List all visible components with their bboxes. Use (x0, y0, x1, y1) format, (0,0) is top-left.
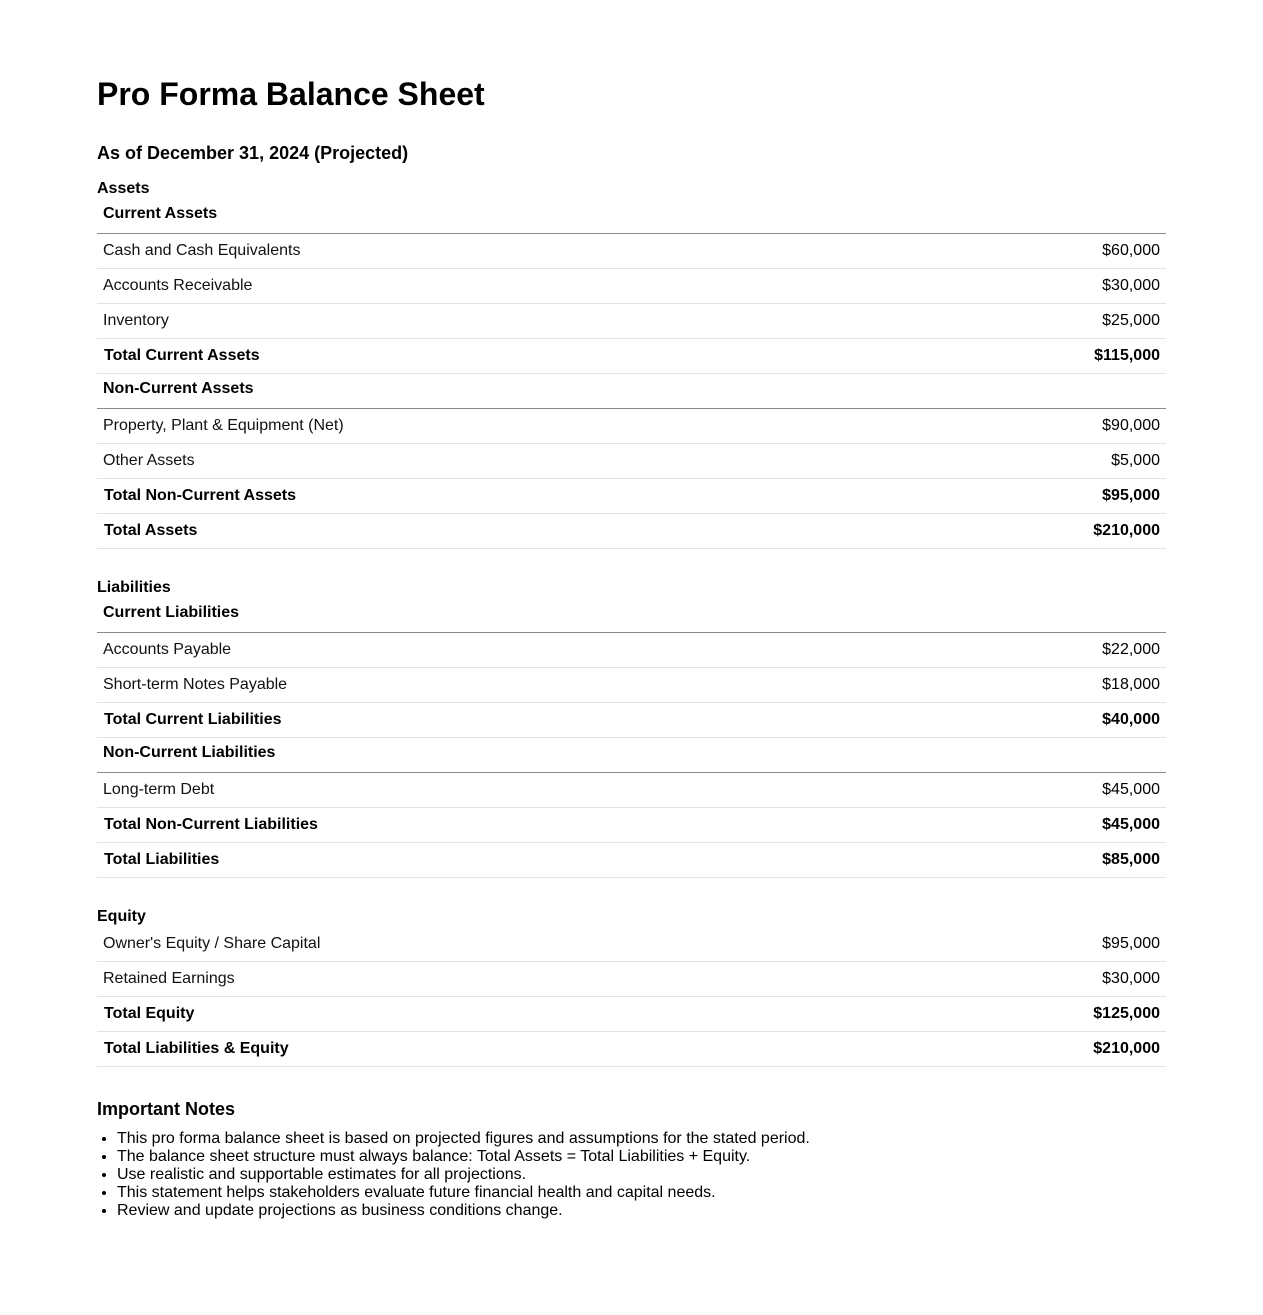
total-label: Total Equity (97, 997, 954, 1032)
total-amount: $45,000 (954, 808, 1166, 843)
table-row (97, 444, 1166, 479)
grand-total-row-liabilities-equity (97, 1032, 1166, 1067)
row-amount: $5,000 (954, 444, 1166, 479)
total-row-equity (97, 997, 1166, 1032)
total-label: Total Non-Current Liabilities (97, 808, 954, 843)
notes-list (97, 1130, 1166, 1220)
list-item: • Use realistic and supportable estimates for all projections. (117, 1166, 1166, 1184)
group-row-current-liabilities (97, 598, 1166, 633)
total-label: Total Current Liabilities (97, 703, 954, 738)
list-item: • Review and update projections as business conditions change. (117, 1202, 1166, 1220)
group-label: Non-Current Assets (97, 374, 954, 409)
page-title: Pro Forma Balance Sheet (97, 76, 485, 112)
total-amount: $210,000 (954, 514, 1166, 549)
liabilities-heading: Liabilities (97, 579, 171, 596)
group-label: Non-Current Liabilities (97, 738, 954, 773)
total-row-current-liabilities (97, 703, 1166, 738)
total-label: Total Non-Current Assets (97, 479, 954, 514)
total-amount: $210,000 (954, 1032, 1166, 1067)
total-label: Total Current Assets (97, 339, 954, 374)
total-amount: $85,000 (954, 843, 1166, 878)
row-label: Short-term Notes Payable (97, 668, 954, 703)
row-amount: $95,000 (954, 927, 1166, 962)
equity-section (97, 907, 1166, 1067)
group-row-noncurrent-liabilities (97, 738, 1166, 773)
list-item: • The balance sheet structure must always balance: Total Assets = Total Liabilities + Equity. (117, 1148, 1166, 1166)
assets-section (97, 179, 1166, 549)
page-subtitle: As of December 31, 2024 (Projected) (97, 143, 409, 163)
total-label: Total Liabilities (97, 843, 954, 878)
row-label: Long-term Debt (97, 773, 954, 808)
group-row-noncurrent-assets (97, 374, 1166, 409)
total-amount: $115,000 (954, 339, 1166, 374)
grand-total-row-liabilities (97, 843, 1166, 878)
document-page (97, 0, 1166, 1220)
table-row (97, 633, 1166, 668)
total-row-current-assets (97, 339, 1166, 374)
table-row (97, 962, 1166, 997)
row-amount: $25,000 (954, 304, 1166, 339)
list-item: • This pro forma balance sheet is based on projected figures and assumptions for the stated period. (117, 1130, 1166, 1148)
row-amount: $45,000 (954, 773, 1166, 808)
table-row (97, 668, 1166, 703)
notes-section (97, 1098, 1166, 1220)
row-amount: $18,000 (954, 668, 1166, 703)
row-amount: $30,000 (954, 269, 1166, 304)
equity-table (97, 927, 1166, 1067)
table-row (97, 927, 1166, 962)
total-row-noncurrent-assets (97, 479, 1166, 514)
group-label: Current Liabilities (97, 598, 954, 633)
row-label: Accounts Receivable (97, 269, 954, 304)
row-label: Property, Plant & Equipment (Net) (97, 409, 954, 444)
notes-heading: Important Notes (97, 1099, 236, 1119)
table-row (97, 773, 1166, 808)
total-row-noncurrent-liabilities (97, 808, 1166, 843)
row-label: Cash and Cash Equivalents (97, 234, 954, 269)
row-label: Inventory (97, 304, 954, 339)
liabilities-section (97, 578, 1166, 878)
row-label: Retained Earnings (97, 962, 954, 997)
liabilities-table (97, 598, 1166, 878)
group-label: Current Assets (97, 199, 954, 234)
table-row (97, 409, 1166, 444)
row-label: Other Assets (97, 444, 954, 479)
row-amount: $30,000 (954, 962, 1166, 997)
total-amount: $95,000 (954, 479, 1166, 514)
grand-total-row-assets (97, 514, 1166, 549)
table-row (97, 269, 1166, 304)
row-amount: $22,000 (954, 633, 1166, 668)
total-amount: $40,000 (954, 703, 1166, 738)
group-row-current-assets (97, 199, 1166, 234)
row-label: Owner's Equity / Share Capital (97, 927, 954, 962)
list-item: • This statement helps stakeholders evaluate future financial health and capital needs. (117, 1184, 1166, 1202)
row-amount: $90,000 (954, 409, 1166, 444)
table-row (97, 234, 1166, 269)
row-amount: $60,000 (954, 234, 1166, 269)
total-label: Total Assets (97, 514, 954, 549)
table-row (97, 304, 1166, 339)
equity-heading: Equity (97, 908, 146, 925)
total-amount: $125,000 (954, 997, 1166, 1032)
assets-heading: Assets (97, 180, 150, 197)
assets-table (97, 199, 1166, 549)
total-label: Total Liabilities & Equity (97, 1032, 954, 1067)
row-label: Accounts Payable (97, 633, 954, 668)
